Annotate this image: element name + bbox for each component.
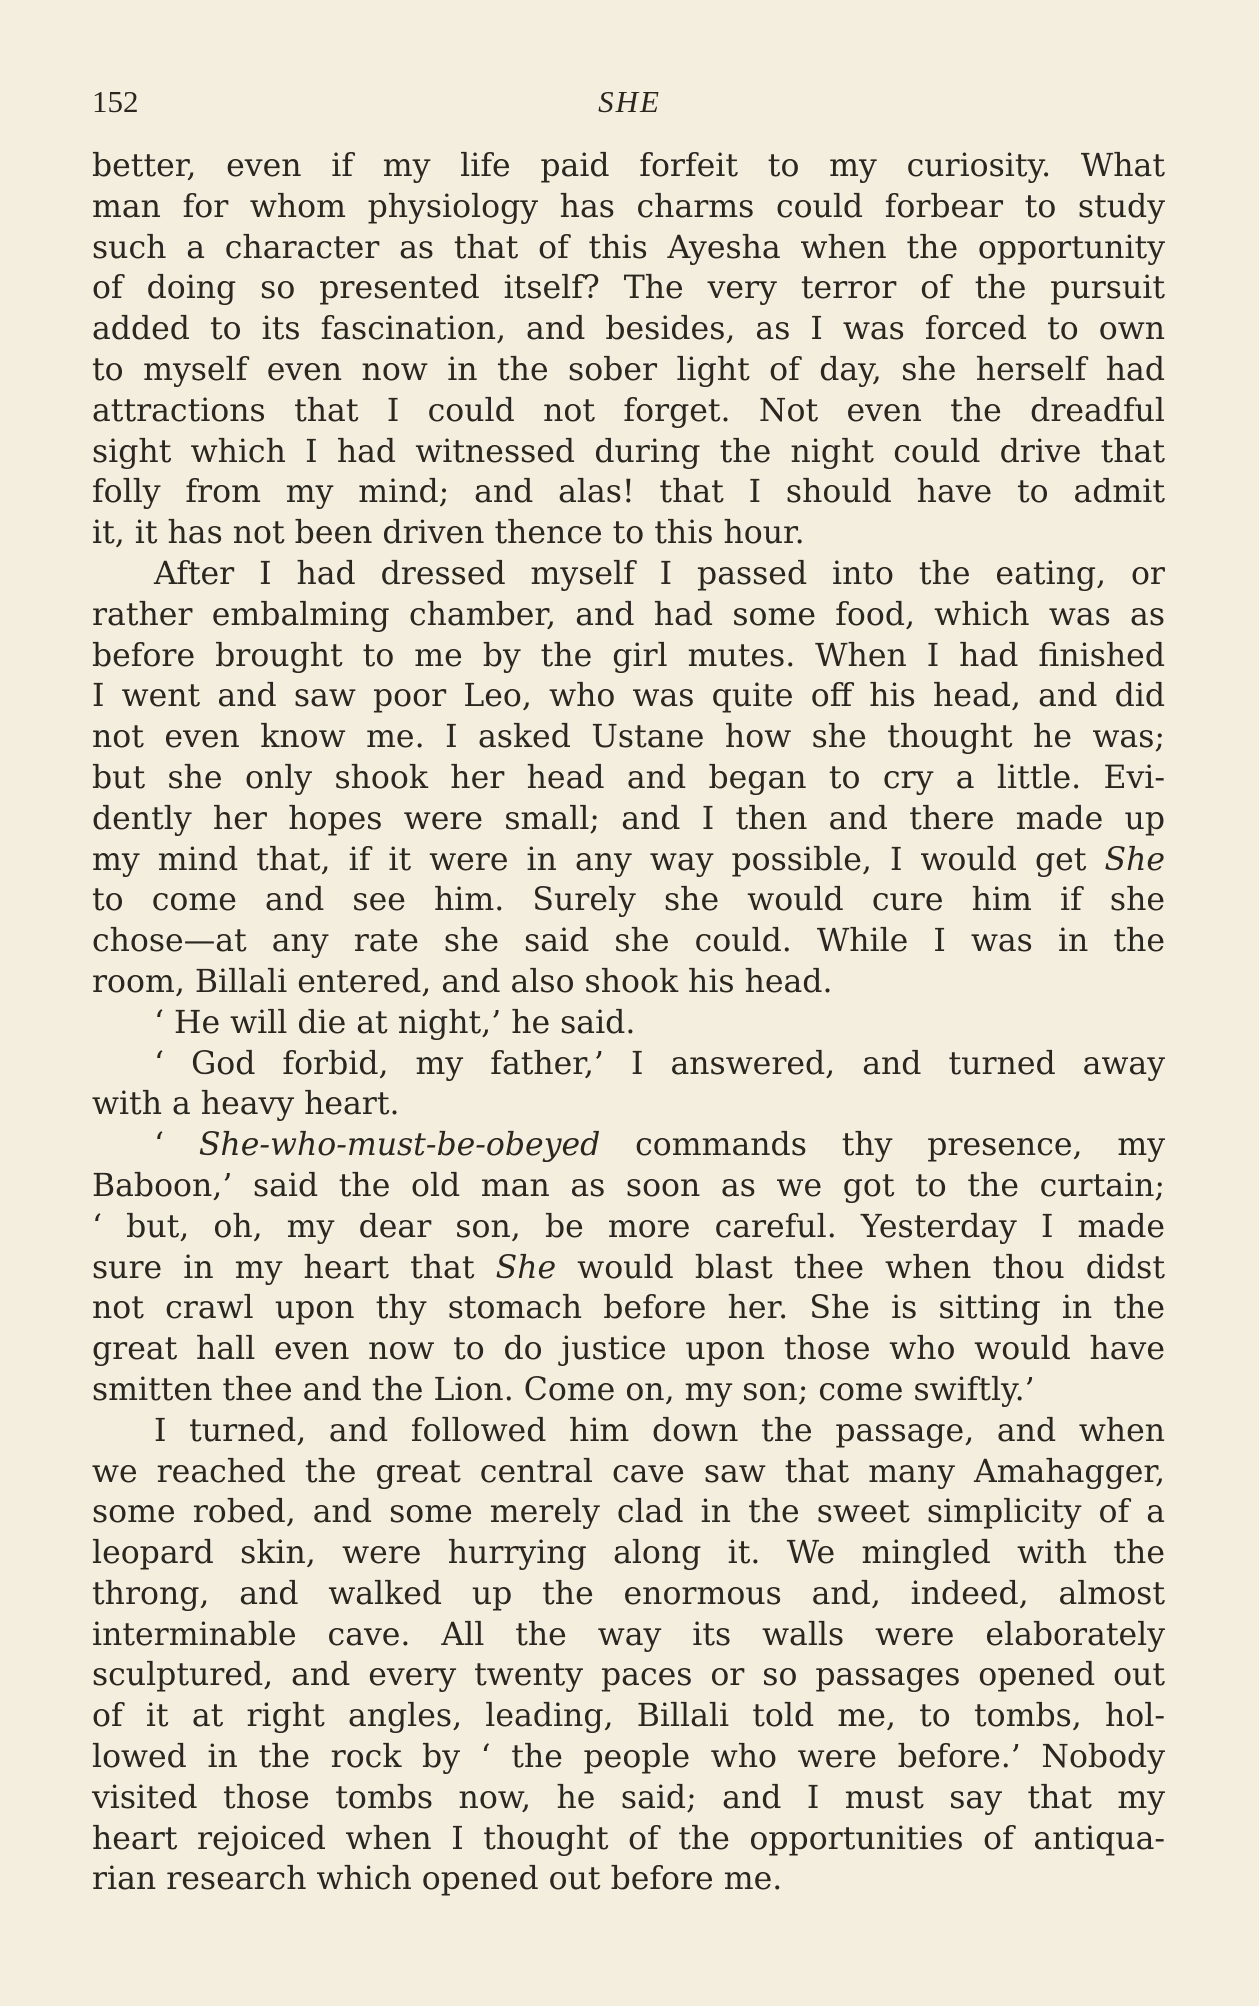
text-line: of it at right angles, leading, Billali told me, to tombs, hol- bbox=[92, 1698, 1165, 1735]
text-line: we reached the great central cave saw that many Amahagger, bbox=[92, 1453, 1165, 1490]
text-line: ‘ God forbid, my father,’ I answered, and turned away bbox=[154, 1045, 1165, 1082]
text-line: rather embalming chamber, and had some food, which was as bbox=[92, 596, 1165, 633]
text-line: ‘ but, oh, my dear son, be more careful. Yesterday I made bbox=[92, 1208, 1165, 1245]
text-run: commands thy presence, my bbox=[600, 1127, 1165, 1164]
text-line: leopard skin, were hurrying along it. We mingled with the bbox=[92, 1535, 1165, 1572]
text-line: Baboon,’ said the old man as soon as we got to the curtain; bbox=[92, 1167, 1165, 1204]
text-line: heart rejoiced when I thought of the opportunities of antiqua- bbox=[92, 1820, 1165, 1857]
text-line bbox=[92, 1248, 1165, 1289]
text-line: throng, and walked up the enormous and, indeed, almost bbox=[92, 1575, 1165, 1612]
text-line: I went and saw poor Leo, who was quite off his head, and did bbox=[92, 678, 1165, 715]
text-line: added to its fascination, and besides, as I was forced to own bbox=[92, 311, 1165, 348]
emphasis: She bbox=[1104, 841, 1165, 878]
text-line: great hall even now to do justice upon those who would have bbox=[92, 1331, 1165, 1368]
text-line: folly from my mind; and alas! that I should have to admit bbox=[92, 474, 1165, 511]
text-run: my mind that, if it were in any way possible, I would get bbox=[92, 841, 1105, 878]
text-line: such a character as that of this Ayesha when the opportunity bbox=[92, 229, 1165, 266]
text-line: smitten thee and the Lion. Come on, my son; come swiftly.’ bbox=[92, 1371, 1035, 1408]
text-line: room, Billali entered, and also shook his head. bbox=[92, 963, 833, 1000]
text-line: After I had dressed myself I passed into the eating, or bbox=[154, 555, 1165, 592]
text-line: to come and see him. Surely she would cure him if she bbox=[92, 882, 1165, 919]
text-line: some robed, and some merely clad in the sweet simplicity of a bbox=[92, 1494, 1165, 1531]
text-line: lowed in the rock by ‘ the people who were before.’ Nobody bbox=[92, 1739, 1165, 1776]
text-line bbox=[92, 840, 1165, 881]
text-line: to myself even now in the sober light of day, she herself had bbox=[92, 351, 1165, 388]
body-text bbox=[92, 146, 1165, 1900]
text-line: sight which I had witnessed during the night could drive that bbox=[92, 433, 1165, 470]
emphasis: She bbox=[495, 1249, 557, 1286]
text-line: sculptured, and every twenty paces or so passages opened out bbox=[92, 1657, 1165, 1694]
text-line: man for whom physiology has charms could forbear to study bbox=[92, 188, 1165, 225]
page-number: 152 bbox=[92, 84, 139, 119]
text-line: ‘ He will die at night,’ he said. bbox=[154, 1004, 636, 1041]
running-title: SHE bbox=[598, 84, 661, 119]
text-line: rian research which opened out before me. bbox=[92, 1861, 783, 1898]
text-line: but she only shook her head and began to cry a little. Evi- bbox=[92, 759, 1165, 796]
text-line: not crawl upon thy stomach before her. She is sitting in the bbox=[92, 1290, 1165, 1327]
text-run: would blast thee when thou didst bbox=[556, 1249, 1165, 1286]
text-line: of doing so presented itself? The very terror of the pursuit bbox=[92, 270, 1165, 307]
emphasis: She-who-must-be-obeyed bbox=[198, 1127, 601, 1164]
text-line bbox=[92, 1125, 1165, 1166]
text-run: sure in my heart that bbox=[92, 1249, 496, 1286]
text-line: not even know me. I asked Ustane how she thought he was; bbox=[92, 719, 1165, 756]
text-line: I turned, and followed him down the passage, and when bbox=[154, 1412, 1165, 1449]
text-line: before brought to me by the girl mutes. When I had finished bbox=[92, 637, 1165, 674]
text-line: interminable cave. All the way its walls were elaborately bbox=[92, 1616, 1165, 1653]
text-line: with a heavy heart. bbox=[92, 1086, 400, 1123]
text-line: chose—at any rate she said she could. While I was in the bbox=[92, 923, 1165, 960]
text-line: visited those tombs now, he said; and I must say that my bbox=[92, 1779, 1165, 1816]
text-line: better, even if my life paid forfeit to my curiosity. What bbox=[92, 148, 1165, 184]
running-head bbox=[92, 84, 1167, 132]
text-line: attractions that I could not forget. Not even the dreadful bbox=[92, 392, 1165, 429]
text-line: it, it has not been driven thence to this hour. bbox=[92, 515, 805, 552]
text-line: dently her hopes were small; and I then and there made up bbox=[92, 800, 1165, 837]
text-run: ‘ bbox=[154, 1127, 199, 1164]
